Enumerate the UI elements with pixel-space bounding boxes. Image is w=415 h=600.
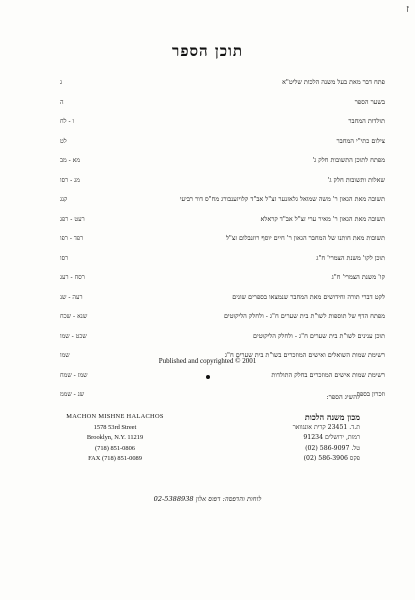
toc-entry-label: תולדות המחבר [348, 117, 385, 125]
toc-entry-label: לקט דברי תורה וחידושים מאת המחבר שנמצאו בספרים שונים [232, 292, 385, 301]
toc-page-number: לט [60, 137, 67, 145]
toc-entry-label: תשובות מאת חותנו של המחבר הגאון ר' חיים יוסף רוזנבלום זצ"ל [225, 234, 385, 242]
toc-entry-label: שאלות ותשובות חלק ג' [327, 175, 385, 184]
toc-entry [60, 156, 385, 176]
toc-entry-label: בשער הספר [354, 97, 385, 106]
toc-entry [60, 234, 385, 254]
toc-entry-label: מפתח הדף של תוספות לשו"ת בית שערים ח"ג - ולחלק הליקוטים [223, 312, 385, 320]
toc-page-number: ג [60, 79, 63, 86]
toc-page-number: שמז - שמח [60, 371, 88, 379]
publisher-fax-en: FAX (718) 851-0089 [88, 455, 142, 462]
toc-entry [60, 273, 385, 293]
toc-page-number: מג - רסו [60, 176, 80, 184]
toc-page-number: מא - מב [60, 157, 81, 164]
printer-credit: לוחות והדפסה: דפוס אלון 02-5388938 [153, 495, 262, 503]
toc-entry-label: רשימת שמות אישים המוזכרים בחלק התולדות [271, 370, 385, 379]
page-corner-mark: ז [406, 4, 409, 15]
publisher-phone-he: טל. 586-9097 (02) [305, 444, 360, 452]
toc-entry [60, 117, 385, 137]
bullet-dot [206, 375, 210, 379]
toc-entry-label: תשובה מאת הגאון ר' משה שמואל גלאזנער זצ"ל אב"ד קלויזענבורג מח"ס דור רביעי [179, 195, 385, 203]
toc-entry-label: צילום כתי"י המחבר [336, 136, 385, 145]
toc-entry [60, 215, 385, 235]
publisher-address-hebrew [240, 412, 360, 465]
toc-entry-label: תוכן לקו' משנת הצמרי' ח"ג [316, 253, 385, 262]
publisher-pobox-he: ת.ד. 23451 קרית אונגוואר [292, 423, 360, 431]
publisher-fax-he: פקס 586-3906 (02) [303, 455, 360, 462]
toc-page-number: קנג [60, 196, 68, 203]
toc-entry-label: תוכן ענינים לשו"ת בית שערים ח"ג - ולחלק הליקוטים [253, 331, 385, 340]
toc-page-number: רעט - רפג [60, 215, 85, 223]
toc-entry [60, 332, 385, 352]
toc-page-number: שמו [60, 352, 70, 359]
toc-entry-label: וזכרון בספר [356, 390, 385, 398]
toc-entry [60, 98, 385, 118]
page-title: תוכן הספר [171, 42, 244, 60]
toc-entry-label: רשימת שמות השואלים ואישים המוזכרים בשו"ת בית שערים ח"ג [224, 351, 385, 359]
toc-page-number: שכט - שמו [60, 332, 87, 340]
toc-page-number: רפד - רפו [60, 235, 84, 242]
toc-entry [60, 254, 385, 274]
publisher-name-he: מכון משנה הלכות [304, 412, 360, 422]
publisher-street-en: 1578 53rd Street [93, 423, 137, 431]
toc-entry [60, 176, 385, 196]
toc-entry [60, 137, 385, 157]
toc-page-number: רסו [60, 254, 69, 262]
publisher-city-en: Brooklyn, N.Y. 11219 [86, 434, 144, 441]
publisher-city-he: רמות, ירושלים 91234 [303, 434, 360, 441]
toc-entry-label: פתח דבר מאת בעל משנה הלכות שליט"א [282, 78, 385, 86]
toc-page-number: שנא - שכח [60, 313, 88, 320]
toc-entry-label: קו' משנת הצמרי' ח"ג [331, 273, 385, 281]
order-header: להשיג הספר: [326, 393, 360, 401]
toc-entry-label: מפתח לתוכן התשובות חלק ג' [312, 156, 385, 164]
toc-page-number: רעה - שנ [60, 293, 83, 301]
toc-entry-label: תשובה מאת הגאון ר' מאיר ערי זצ"ל אב"ד קראלא [260, 214, 385, 223]
toc-entry [60, 312, 385, 332]
toc-entry [60, 195, 385, 215]
toc-entry [60, 371, 385, 391]
copyright-line: Published and copyrighted © 2001 [158, 357, 257, 365]
toc-entry [60, 293, 385, 313]
toc-page-number: ה [60, 98, 64, 106]
toc-page-number: שנ - שממ [60, 391, 85, 398]
toc-page-number: רסח - רעג [60, 274, 85, 281]
toc-page-number: ו - לח [60, 118, 75, 125]
publisher-phone-en: (718) 851-0806 [95, 444, 135, 452]
publisher-name-en: MACHON MISHNE HALACHOS [66, 413, 164, 420]
toc-entry [60, 78, 385, 98]
publisher-address-english [60, 412, 170, 465]
